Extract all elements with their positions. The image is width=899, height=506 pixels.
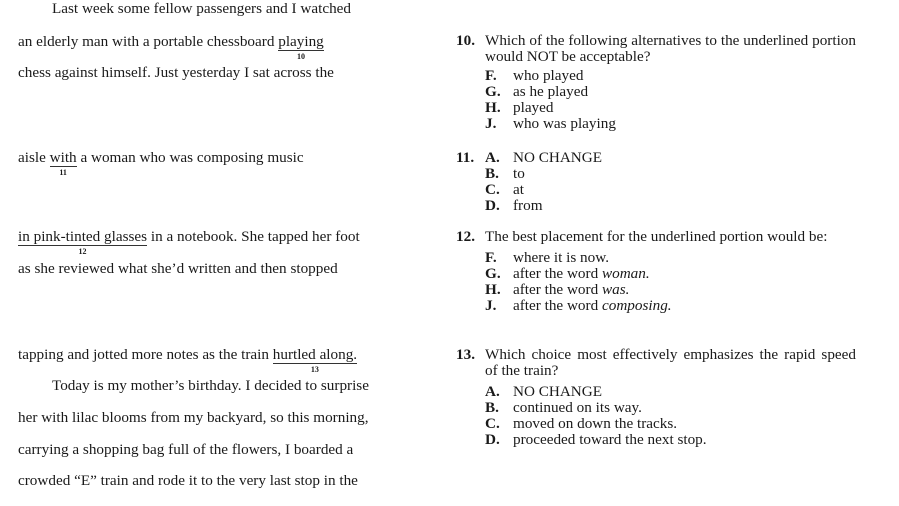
option-letter: A. bbox=[485, 149, 500, 166]
underlined-portion-13[interactable] bbox=[272, 346, 358, 374]
option-letter: B. bbox=[485, 399, 499, 416]
option-text: where it is now. bbox=[513, 249, 610, 266]
question-13-stem bbox=[456, 347, 856, 379]
option-d[interactable] bbox=[485, 198, 856, 214]
question-text: Which choice most effectively emphasizes the rapid speed of the train? bbox=[485, 346, 856, 379]
option-b[interactable] bbox=[485, 166, 856, 182]
option-g[interactable] bbox=[485, 266, 856, 282]
underlined-portion-11[interactable] bbox=[49, 149, 77, 177]
option-text: at bbox=[513, 181, 524, 198]
option-a[interactable] bbox=[485, 384, 856, 400]
question-10-stem bbox=[456, 33, 856, 65]
passage-text: an elderly man with a portable chessboard bbox=[18, 33, 279, 50]
option-text: who played bbox=[513, 67, 584, 84]
answer-options bbox=[485, 250, 856, 314]
question-11-stem bbox=[456, 150, 856, 166]
underlined-portion-12[interactable] bbox=[18, 228, 148, 256]
underlined-text: with bbox=[49, 149, 77, 166]
option-letter: C. bbox=[485, 415, 500, 432]
option-j[interactable] bbox=[485, 298, 856, 314]
option-text: as he played bbox=[513, 83, 589, 100]
underlined-portion-10[interactable] bbox=[278, 33, 324, 61]
question-13 bbox=[456, 347, 856, 448]
option-letter: G. bbox=[485, 265, 501, 282]
question-marker-10: 10 bbox=[297, 52, 305, 61]
option-text: proceeded toward the next stop. bbox=[513, 431, 707, 448]
passage-line-4 bbox=[18, 149, 304, 177]
answer-options bbox=[485, 166, 856, 214]
option-text: from bbox=[513, 197, 543, 214]
question-number: 10. bbox=[456, 32, 475, 49]
option-text: NO CHANGE bbox=[513, 383, 603, 400]
option-letter: H. bbox=[485, 281, 501, 298]
option-letter: B. bbox=[485, 165, 499, 182]
option-letter: D. bbox=[485, 197, 500, 214]
option-letter: H. bbox=[485, 99, 501, 116]
passage-line-11: crowded “E” train and rode it to the very last stop in the bbox=[18, 472, 358, 489]
option-italic-text: was. bbox=[601, 281, 630, 298]
passage-line-10: carrying a shopping bag full of the flowers, I boarded a bbox=[18, 441, 354, 458]
option-text: NO CHANGE bbox=[513, 149, 603, 166]
question-12-stem bbox=[456, 229, 856, 245]
option-letter: G. bbox=[485, 83, 501, 100]
option-text: continued on its way. bbox=[513, 399, 642, 416]
option-text: after the word bbox=[513, 281, 602, 298]
passage-line-1: Last week some fellow passengers and I watched bbox=[52, 0, 352, 17]
option-letter: F. bbox=[485, 249, 497, 266]
passage-line-8: Today is my mother’s birthday. I decided to surprise bbox=[52, 377, 369, 394]
option-c[interactable] bbox=[485, 416, 856, 432]
option-italic-text: woman. bbox=[601, 265, 650, 282]
question-10 bbox=[456, 33, 856, 132]
option-letter: C. bbox=[485, 181, 500, 198]
answer-options bbox=[485, 68, 856, 132]
question-marker-11: 11 bbox=[59, 168, 67, 177]
question-11 bbox=[456, 150, 856, 214]
passage-text: tapping and jotted more notes as the train bbox=[18, 346, 273, 363]
option-j[interactable] bbox=[485, 116, 856, 132]
passage-line-6: as she reviewed what she’d written and then stopped bbox=[18, 260, 338, 277]
option-italic-text: composing. bbox=[601, 297, 672, 314]
passage-line-7 bbox=[18, 346, 358, 374]
option-letter: A. bbox=[485, 383, 500, 400]
passage-line-3: chess against himself. Just yesterday I sat across the bbox=[18, 64, 334, 81]
option-letter: D. bbox=[485, 431, 500, 448]
option-a[interactable] bbox=[485, 150, 602, 166]
question-marker-12: 12 bbox=[78, 247, 87, 256]
question-marker-13: 13 bbox=[310, 365, 319, 374]
passage-text: in a notebook. She tapped her foot bbox=[147, 228, 360, 245]
answer-options bbox=[485, 384, 856, 448]
underlined-text: in pink-tinted glasses bbox=[18, 228, 148, 245]
passage-line-2 bbox=[18, 33, 324, 61]
question-text: The best placement for the underlined portion would be: bbox=[485, 228, 828, 245]
passage-line-5 bbox=[18, 228, 360, 256]
option-g[interactable] bbox=[485, 84, 856, 100]
option-h[interactable] bbox=[485, 100, 856, 116]
option-text: to bbox=[513, 165, 525, 182]
option-text: who was playing bbox=[513, 115, 616, 132]
underlined-text: hurtled along. bbox=[272, 346, 358, 363]
underlined-text: playing bbox=[278, 33, 324, 50]
question-number: 13. bbox=[456, 346, 475, 363]
passage-text: a woman who was composing music bbox=[76, 149, 304, 166]
option-c[interactable] bbox=[485, 182, 856, 198]
option-text: played bbox=[513, 99, 554, 116]
question-text: Which of the following alternatives to the underlined portion would NOT be acceptable? bbox=[485, 32, 856, 65]
option-h[interactable] bbox=[485, 282, 856, 298]
option-f[interactable] bbox=[485, 68, 856, 84]
option-text: after the word bbox=[513, 297, 602, 314]
option-letter: F. bbox=[485, 67, 497, 84]
option-f[interactable] bbox=[485, 250, 856, 266]
option-letter: J. bbox=[485, 297, 497, 314]
question-number: 12. bbox=[456, 228, 475, 245]
passage-line-9: her with lilac blooms from my backyard, so this morning, bbox=[18, 409, 369, 426]
option-letter: J. bbox=[485, 115, 497, 132]
question-12 bbox=[456, 229, 856, 314]
option-d[interactable] bbox=[485, 432, 856, 448]
question-number: 11. bbox=[456, 149, 475, 166]
option-text: after the word bbox=[513, 265, 602, 282]
passage-text: aisle bbox=[18, 149, 50, 166]
option-text: moved on down the tracks. bbox=[513, 415, 678, 432]
option-b[interactable] bbox=[485, 400, 856, 416]
